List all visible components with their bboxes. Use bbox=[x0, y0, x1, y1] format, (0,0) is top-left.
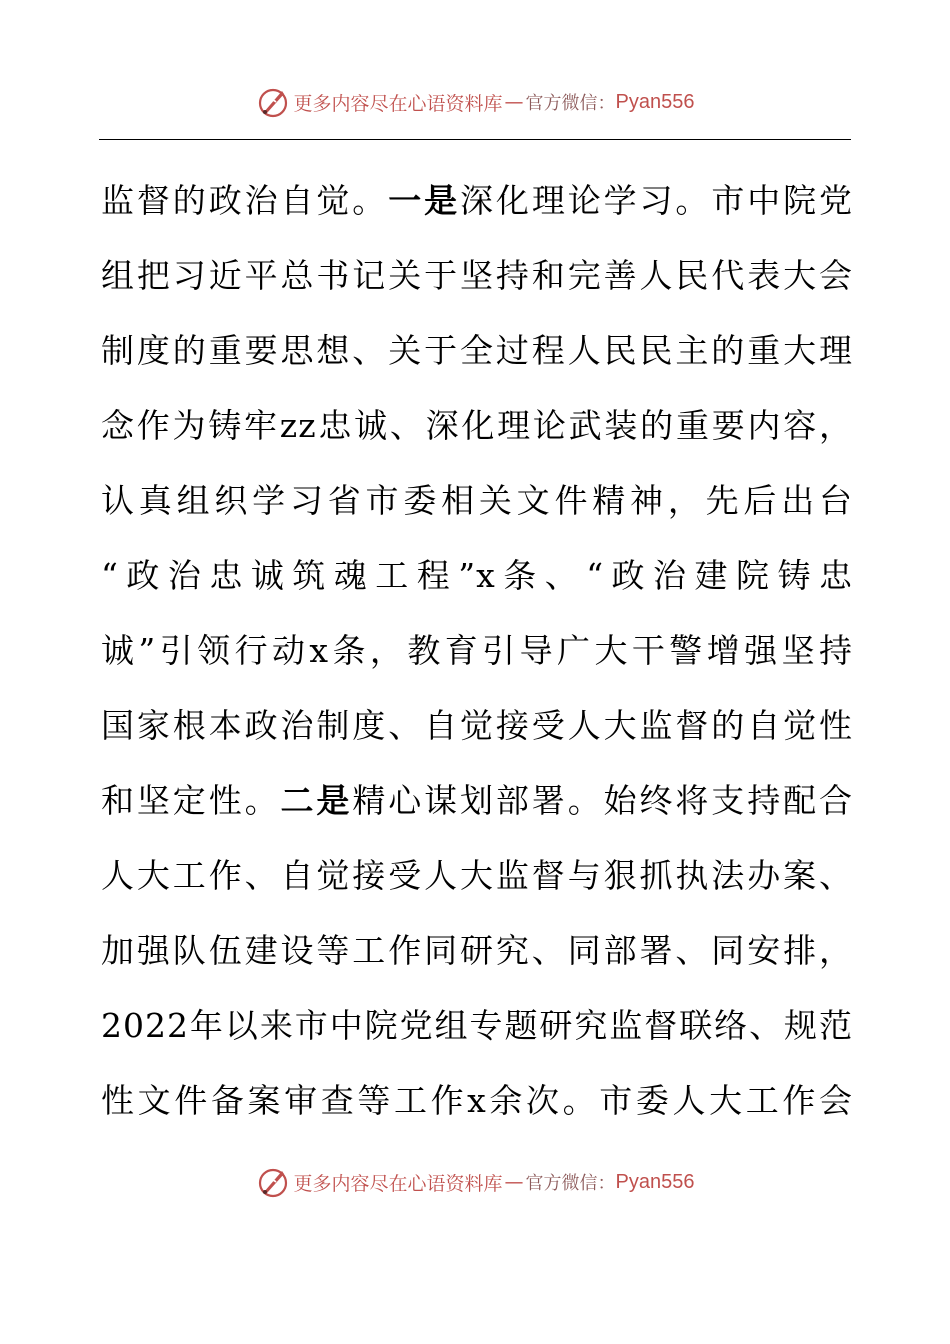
bold-marker-one: 一是 bbox=[388, 181, 461, 220]
footer-banner bbox=[0, 1162, 950, 1202]
footer-wechat-id: Pyan556 bbox=[615, 1170, 695, 1193]
quill-pen-logo-icon bbox=[256, 1165, 290, 1199]
text-line: 性文件备案审查等工作x余次。市委人大工作会 bbox=[101, 1081, 853, 1120]
text-line: 国家根本政治制度、自觉接受人大监督的自觉性 bbox=[101, 706, 853, 745]
text-line: 监督的政治自觉。一是深化理论学习。市中院党 bbox=[101, 181, 854, 220]
bold-marker-two: 二是 bbox=[280, 781, 353, 820]
text-line: 念作为铸牢zz忠诚、深化理论武装的重要内容， bbox=[101, 406, 853, 445]
text-line: 2022年以来市中院党组专题研究监督联络、规范 bbox=[101, 1006, 853, 1045]
header-separator: — bbox=[504, 91, 524, 113]
header-wechat-label: 官方微信： bbox=[525, 93, 616, 114]
text-line: “政治忠诚筑魂工程”x条、“政治建院铸忠 bbox=[101, 556, 853, 595]
header-divider bbox=[99, 139, 851, 140]
footer-promo-text: 更多内容尽在心语资料库 bbox=[293, 1172, 503, 1195]
header-wechat-id: Pyan556 bbox=[615, 90, 695, 113]
body-paragraph bbox=[101, 165, 853, 1140]
header-banner bbox=[0, 82, 950, 122]
text-line: 诚”引领行动x条，教育引导广大干警增强坚持 bbox=[101, 631, 853, 670]
quill-pen-logo-icon bbox=[256, 85, 290, 119]
text-line: 人大工作、自觉接受人大监督与狠抓执法办案、 bbox=[101, 856, 853, 895]
footer-wechat-label: 官方微信： bbox=[525, 1173, 616, 1194]
text-line: 组把习近平总书记关于坚持和完善人民代表大会 bbox=[101, 256, 853, 295]
header-promo-text: 更多内容尽在心语资料库 bbox=[293, 92, 503, 115]
text-line: 认真组织学习省市委相关文件精神，先后出台 bbox=[101, 481, 853, 520]
text-line: 加强队伍建设等工作同研究、同部署、同安排， bbox=[101, 931, 853, 970]
footer-separator: — bbox=[504, 1171, 524, 1193]
text-line: 和坚定性。二是精心谋划部署。始终将支持配合 bbox=[101, 781, 854, 820]
text-line: 制度的重要思想、关于全过程人民民主的重大理 bbox=[101, 331, 853, 370]
